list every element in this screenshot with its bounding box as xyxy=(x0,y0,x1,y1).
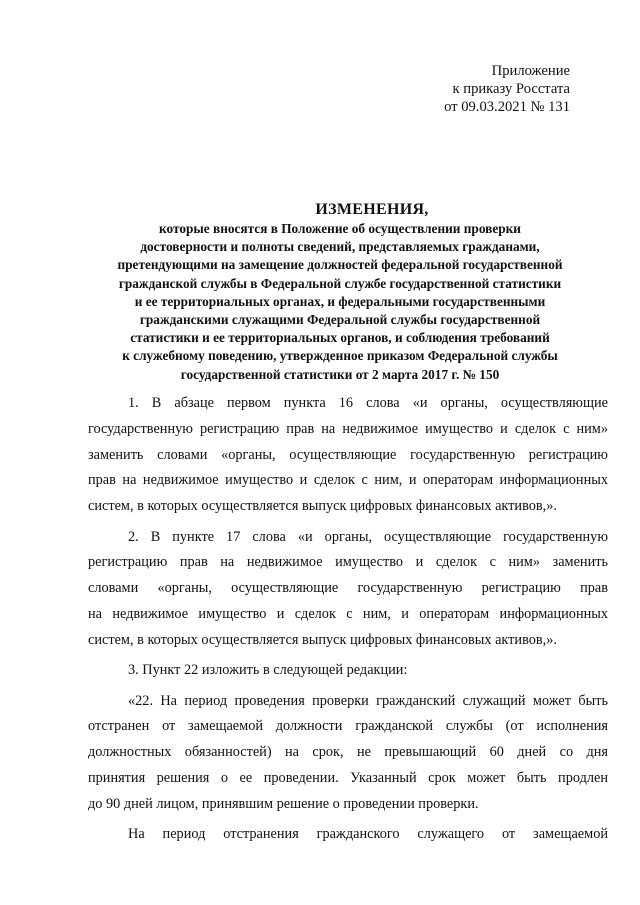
title-heading: ИЗМЕНЕНИЯ, xyxy=(315,201,429,218)
paragraph-line: заменить словами «органы, осуществляющие государственную регистрацию xyxy=(88,446,608,463)
paragraph-line: систем, в которых осуществляется выпуск цифровых финансовых активов,». xyxy=(88,498,557,515)
paragraph-line: регистрацию прав на недвижимое имущество и сделок с ним» заменить xyxy=(88,554,608,571)
paragraph-line: 2. В пункте 17 слова «и органы, осуществляющие государственную xyxy=(128,528,608,545)
paragraph-line: систем, в которых осуществляется выпуск цифровых финансовых активов,». xyxy=(88,631,557,648)
document-body xyxy=(0,391,640,853)
paragraph-line: принятия решения о ее проведении. Указанный срок может быть продлен xyxy=(88,769,608,786)
title-line: гражданскими служащими Федеральной службы государственной xyxy=(139,312,541,328)
paragraph-line: словами «органы, осуществляющие государственную регистрацию прав xyxy=(88,580,608,597)
paragraph-1 xyxy=(0,391,640,520)
paragraph-line: 3. Пункт 22 изложить в следующей редакции: xyxy=(128,662,408,679)
paragraph-2 xyxy=(0,525,640,654)
title-line: статистики и ее территориальных органов, и соблюдения требований xyxy=(130,330,550,346)
title-line: и ее территориальных органах, и федеральными государственными xyxy=(134,293,546,309)
title-line: которые вносятся в Положение об осуществлении проверки xyxy=(159,221,521,236)
paragraph-line: прав на недвижимое имущество и сделок с ним, и операторам информационных xyxy=(88,472,608,489)
paragraph-line: На период отстранения гражданского служащего от замещаемой xyxy=(128,826,608,843)
paragraph-line: на недвижимое имущество и сделок с ним, и операторам информационных xyxy=(88,605,608,622)
appendix-line: Приложение xyxy=(491,63,570,79)
paragraph-line: отстранен от замещаемой должности гражданской службы (от исполнения xyxy=(88,718,608,735)
title-line: гражданской службы в Федеральной службе государственной статистики xyxy=(118,275,562,291)
paragraph-line: 1. В абзаце первом пункта 16 слова «и органы, осуществляющие xyxy=(128,395,608,411)
document-title xyxy=(60,200,620,384)
paragraph-3 xyxy=(0,658,640,684)
title-line: претендующими на замещение должностей федеральной государственной xyxy=(117,257,563,273)
title-line: достоверности и полноты сведений, представляемых гражданами, xyxy=(140,239,540,255)
paragraph-4 xyxy=(0,689,640,818)
title-line: государственной статистики от 2 марта 2017 г. № 150 xyxy=(180,366,500,382)
paragraph-line: государственную регистрацию прав на недвижимое имущество и сделок с ним» xyxy=(88,420,608,437)
title-line: к служебному поведению, утвержденное приказом Федеральной службы xyxy=(122,348,558,364)
paragraph-5 xyxy=(0,822,640,848)
paragraph-line: должностных обязанностей) на срок, не превышающий 60 дней со дня xyxy=(88,744,608,761)
paragraph-line: «22. На период проведения проверки гражданский служащий может быть xyxy=(128,692,608,709)
appendix-line: от 09.03.2021 № 131 xyxy=(444,99,570,115)
appendix-line: к приказу Росстата xyxy=(452,81,570,97)
appendix-header xyxy=(444,62,570,116)
paragraph-line: до 90 дней лицом, принявшим решение о проведении проверки. xyxy=(88,795,479,812)
